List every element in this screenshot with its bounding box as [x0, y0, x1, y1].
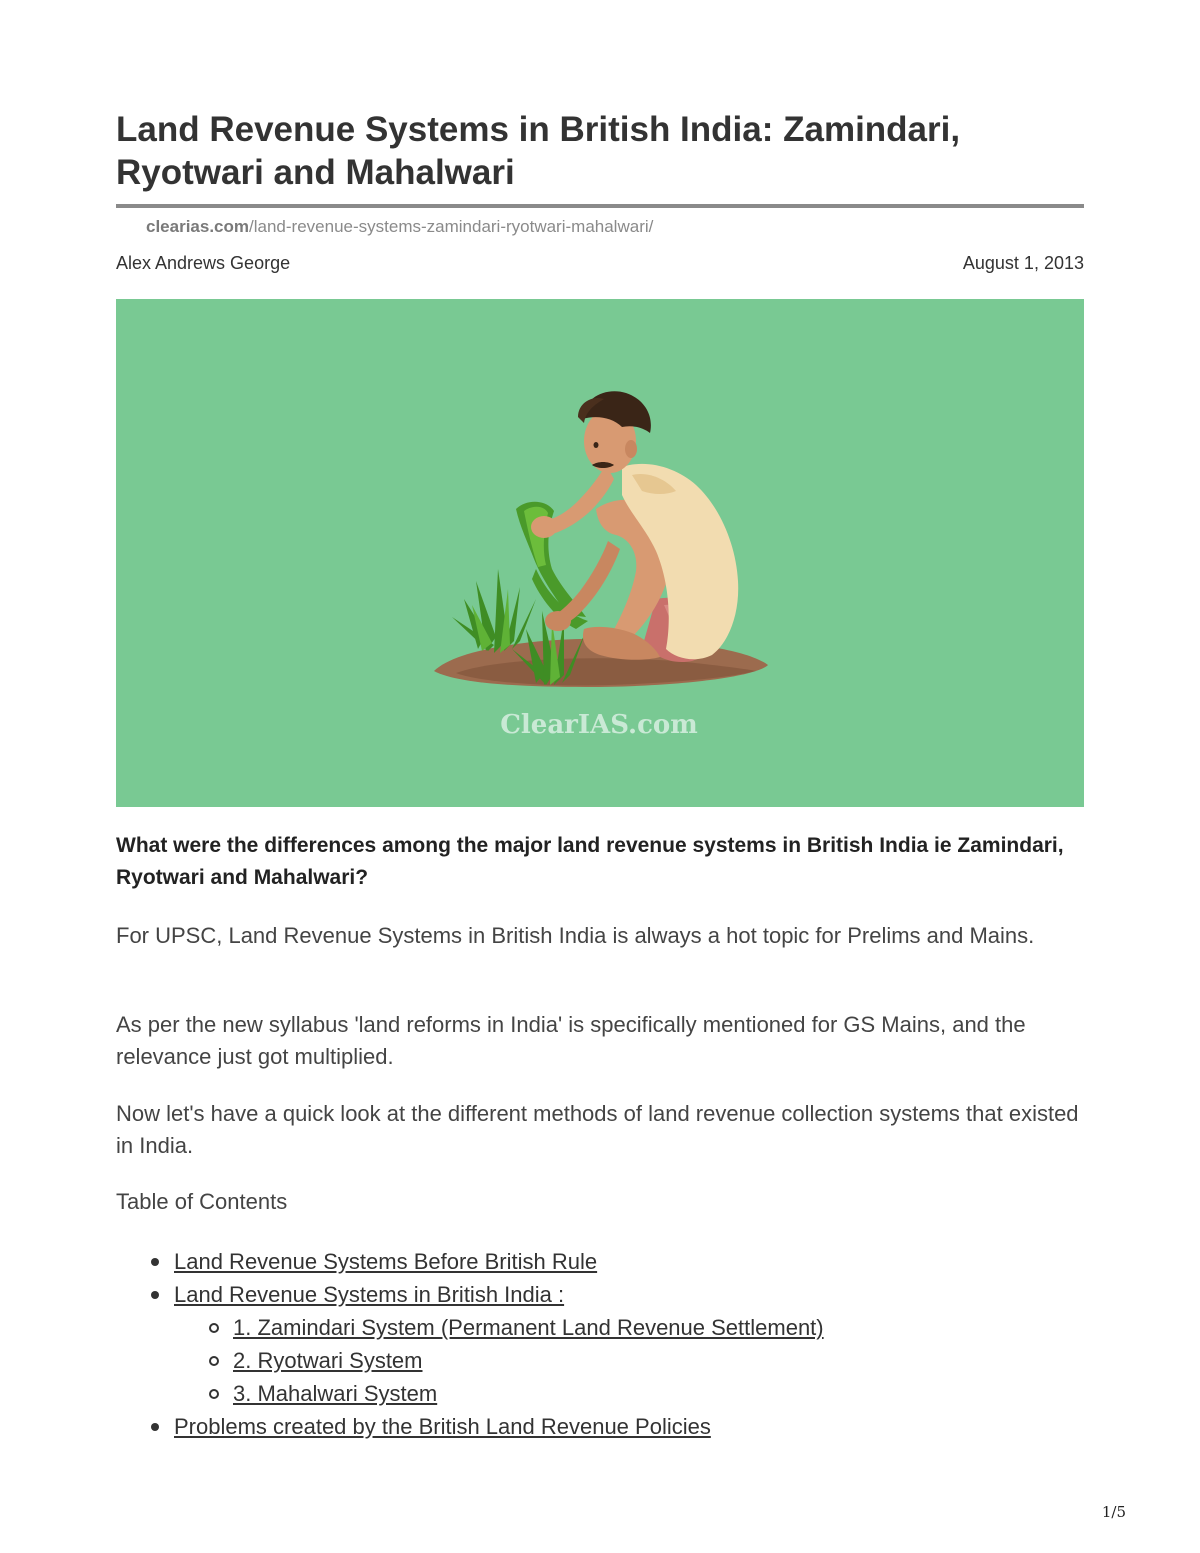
hero-watermark: ClearIAS.com — [500, 710, 698, 740]
source-url[interactable] — [146, 216, 653, 238]
toc-item — [116, 1377, 1084, 1410]
paragraph-3: Now let's have a quick look at the different methods of land revenue collection systems that existed in India. — [116, 1101, 1079, 1158]
table-of-contents — [116, 1245, 1084, 1443]
toc-item — [116, 1278, 1084, 1311]
title-divider — [116, 204, 1084, 208]
farmer-planting-rice-illustration — [116, 299, 1084, 807]
toc-link-in-british-india[interactable]: Land Revenue Systems in British India : — [174, 1282, 565, 1307]
toc-link-ryotwari[interactable]: 2. Ryotwari System — [233, 1348, 423, 1373]
paragraph-2: As per the new syllabus 'land reforms in India' is specifically mentioned for GS Mains, and the relevance just got multiplied. — [116, 1012, 1026, 1069]
toc-item — [116, 1410, 1084, 1443]
toc-link-zamindari[interactable]: 1. Zamindari System (Permanent Land Revenue Settlement) — [233, 1315, 824, 1340]
toc-link-mahalwari[interactable]: 3. Mahalwari System — [233, 1381, 438, 1406]
source-domain: clearias.com — [146, 217, 250, 236]
toc-item — [116, 1344, 1084, 1377]
author-name: Alex Andrews George — [116, 253, 291, 273]
toc-item — [116, 1311, 1084, 1344]
page-indicator: 1/5 — [1101, 1503, 1126, 1521]
hero-image — [116, 299, 1084, 807]
page-title: Land Revenue Systems in British India: Zamindari, Ryotwari and Mahalwari — [116, 110, 961, 192]
toc-link-before-british-rule[interactable]: Land Revenue Systems Before British Rule — [174, 1249, 598, 1274]
publish-date: August 1, 2013 — [962, 253, 1084, 273]
toc-item — [116, 1245, 1084, 1278]
toc-link-problems[interactable]: Problems created by the British Land Revenue Policies — [174, 1414, 711, 1439]
toc-heading: Table of Contents — [116, 1189, 288, 1214]
paragraph-1: For UPSC, Land Revenue Systems in British India is always a hot topic for Prelims and Mains. — [116, 923, 1035, 948]
lead-question: What were the differences among the major land revenue systems in British India ie Zamindari, Ryotwari and Mahalwari? — [116, 834, 1064, 889]
source-path: /land-revenue-systems-zamindari-ryotwari-mahalwari/ — [249, 217, 654, 236]
